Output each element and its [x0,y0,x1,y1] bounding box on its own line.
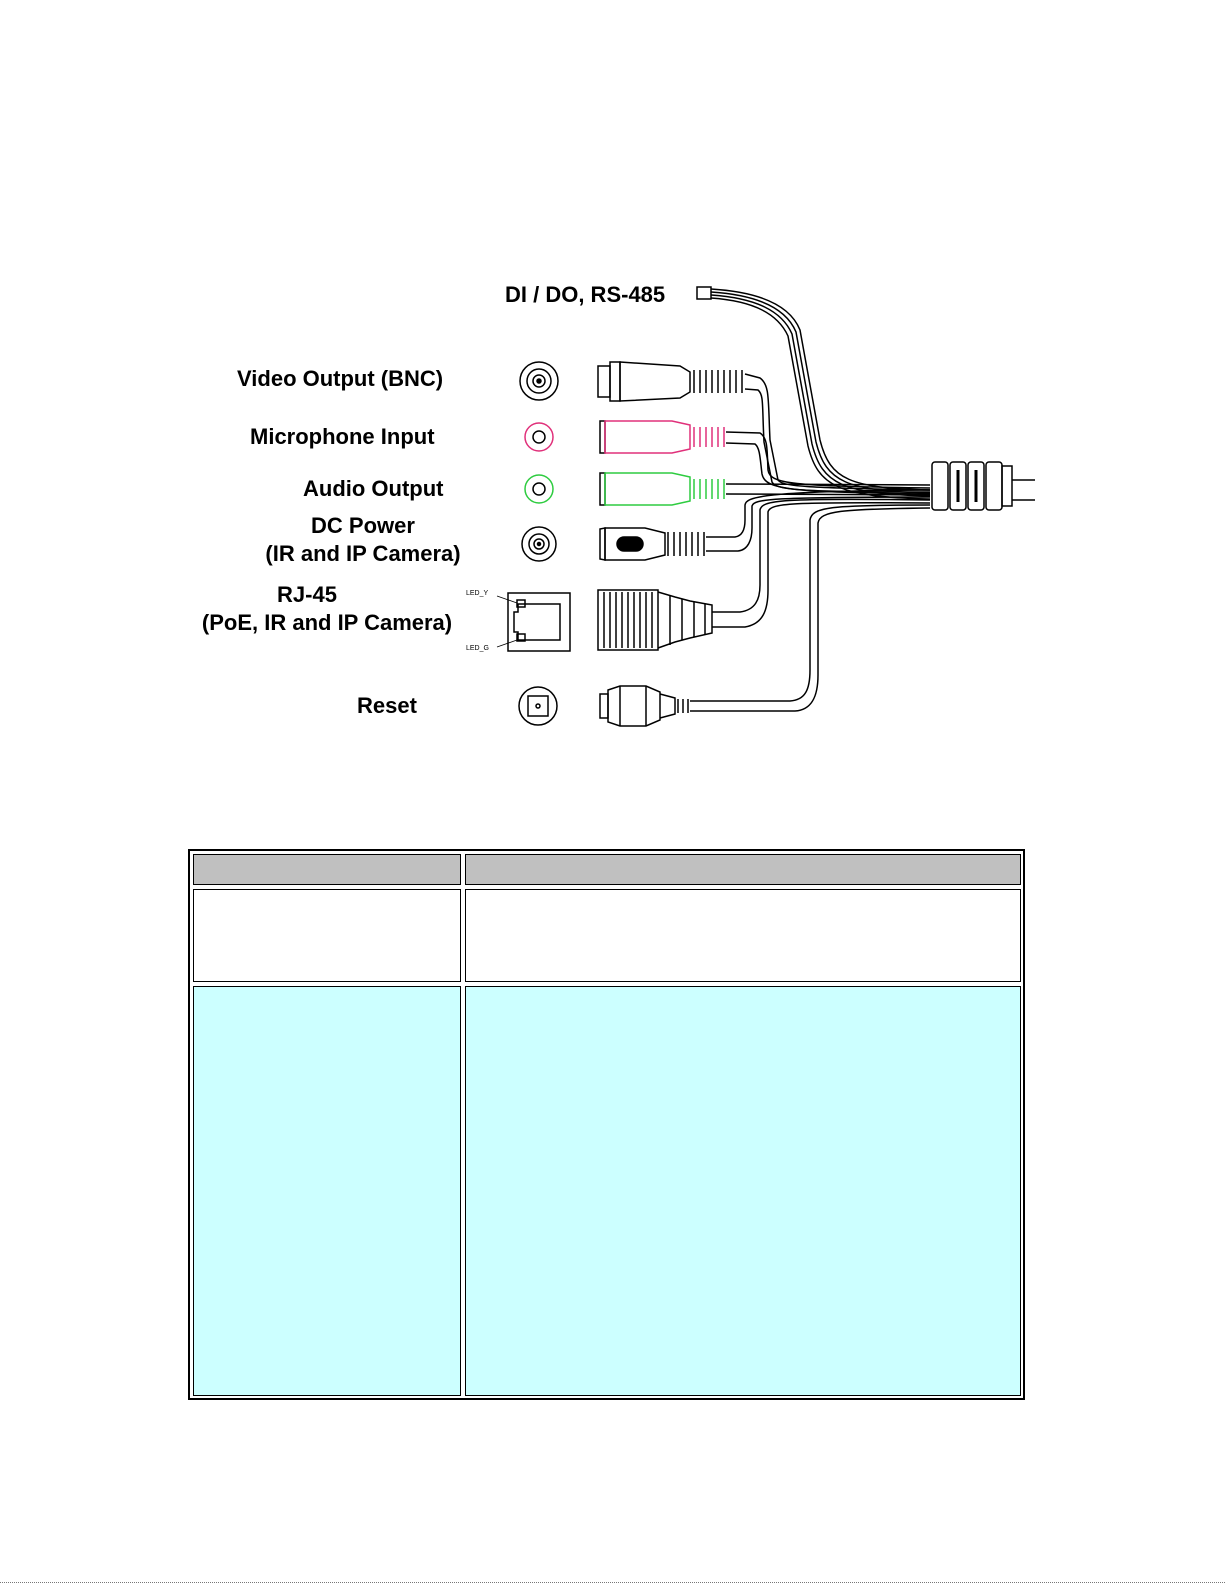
microphone-cable-icon [600,421,930,494]
table-row-1-cell-2 [465,889,1021,982]
dido-connector-icon [697,287,930,499]
microphone-socket-icon [525,423,553,451]
led-g-label: LED_G [466,645,489,652]
rj45-label-line2: (PoE, IR and IP Camera) [201,610,453,636]
dc-power-socket-icon [522,527,556,561]
rj45-cable-icon [598,499,930,650]
cable-grommet-icon [932,462,1035,510]
reset-cable-icon [600,505,930,726]
table-row-2-cell-1 [193,986,461,1396]
table-header-cell-2 [465,854,1021,885]
dido-label: DI / DO, RS-485 [505,282,666,307]
dc-power-label-line1: DC Power [311,513,415,538]
bnc-socket-icon [520,362,558,400]
table-row-2-cell-2 [465,986,1021,1396]
led-y-label: LED_Y [466,590,489,597]
reset-label: Reset [357,693,417,718]
audio-output-label: Audio Output [303,476,444,501]
connector-table [188,849,1025,1400]
dc-power-label-line2: (IR and IP Camera) [265,541,461,567]
dc-power-cable-icon [600,490,930,560]
video-output-label: Video Output (BNC) [237,366,444,391]
table-row-1-cell-1 [193,889,461,982]
page-bottom-divider [0,1582,1225,1583]
microphone-input-label: Microphone Input [250,424,435,449]
rj45-label-line1: RJ-45 [277,582,337,607]
reset-socket-icon [519,687,557,725]
table-header-cell-1 [193,854,461,885]
rj45-socket-icon [497,593,570,651]
dc-power-label [248,513,478,568]
audio-socket-icon [525,475,553,503]
rj45-label [186,582,468,637]
